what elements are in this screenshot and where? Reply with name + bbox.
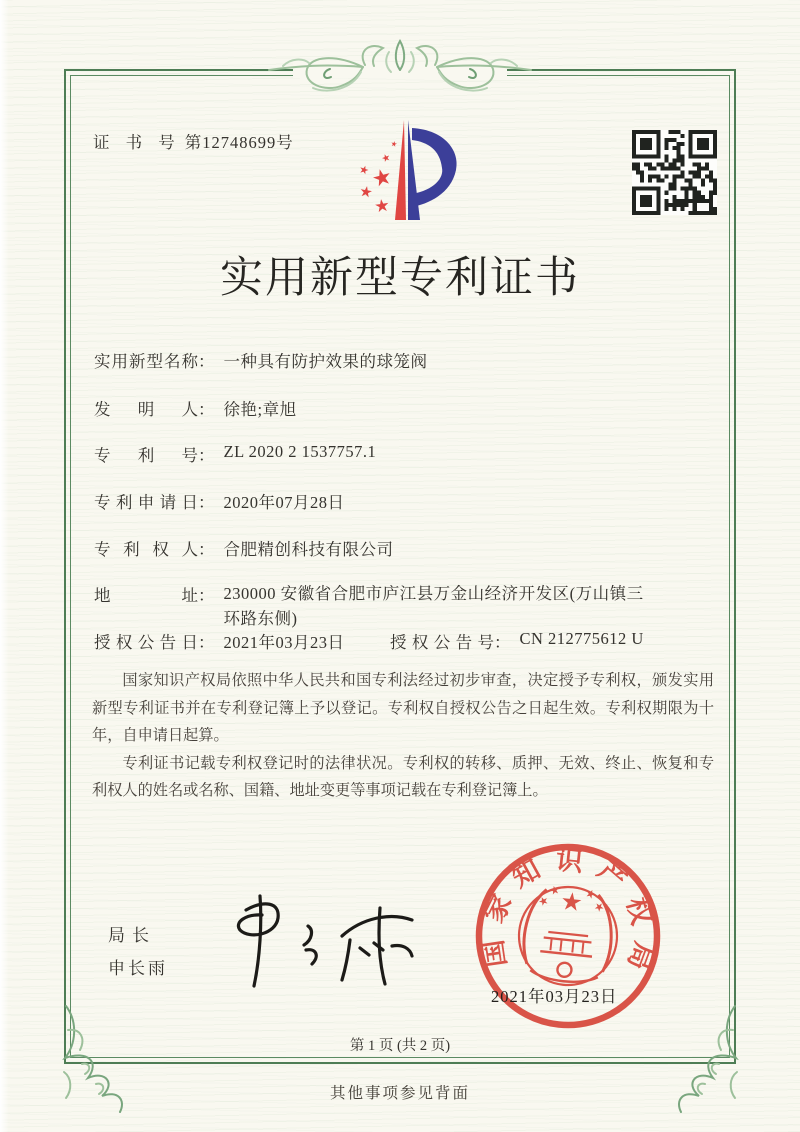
field-filing-date — [94, 489, 345, 513]
field-patentee — [94, 536, 394, 560]
colon: ： — [198, 540, 215, 559]
field-label: 授权公告日 — [94, 633, 198, 652]
field-utility-model-name — [94, 348, 428, 372]
colon: ： — [198, 633, 215, 652]
back-side-note: 其他事项参见背面 — [329, 1085, 470, 1102]
field-label: 地址 — [94, 586, 198, 605]
legal-text — [92, 667, 714, 805]
field-value: ZL 2020 2 1537757.1 — [223, 442, 377, 461]
colon: ： — [198, 493, 215, 512]
colon: ： — [198, 352, 215, 371]
field-inventor — [94, 396, 297, 420]
top-flourish-ornament — [263, 36, 537, 118]
qr-code — [632, 130, 717, 215]
page-number: 第 1 页 (共 2 页) — [349, 1038, 451, 1054]
field-value: 合肥精创科技有限公司 — [223, 540, 394, 559]
legal-paragraph-2: 专利证书记载专利权登记时的法律状况。专利权的转移、质押、无效、终止、恢复和专利权人的姓名或名称、国籍、地址变更等事项记载在专利登记簿上。 — [92, 754, 714, 799]
field-label: 专利号 — [94, 446, 198, 465]
signer-name: 申长雨 — [108, 959, 168, 978]
field-label: 实用新型名称 — [94, 352, 198, 371]
field-address — [94, 582, 694, 631]
field-grant-date — [94, 629, 345, 653]
field-value: 徐艳;章旭 — [223, 400, 297, 419]
colon: ： — [198, 586, 215, 605]
cnipa-logo-icon — [342, 114, 464, 226]
field-value — [224, 582, 694, 631]
official-seal — [458, 826, 678, 1046]
field-value: 2020年07月28日 — [223, 493, 345, 512]
seal-ring-text: 国家知识产权局 — [476, 844, 661, 987]
address-line-1: 230000 安徽省合肥市庐江县万金山经济开发区(万山镇三 — [223, 584, 644, 603]
field-patent-number — [94, 442, 376, 466]
legal-paragraph-1: 国家知识产权局依照中华人民共和国专利法经过初步审查，决定授予专利权，颁发实用新型专利证书并在专利登记簿上予以登记。专利权自授权公告之日起生效。专利权期限为十年，自申请日起算。 — [92, 672, 714, 744]
certificate-number-label: 证 书 号 — [93, 133, 181, 152]
field-label: 发明人 — [94, 400, 198, 419]
field-value: CN 212775612 U — [519, 629, 644, 648]
address-line-2: 环路东侧) — [223, 608, 298, 628]
certificate-number — [93, 129, 294, 153]
field-label: 授权公告号 — [390, 633, 494, 652]
signer-title: 局长 — [108, 926, 156, 945]
scan-edge — [0, 0, 9, 1132]
field-value: 2021年03月23日 — [223, 633, 345, 652]
colon: ： — [494, 633, 511, 652]
field-label: 专利申请日 — [94, 493, 198, 512]
handwritten-signature — [222, 888, 427, 993]
field-value: 一种具有防护效果的球笼阀 — [223, 352, 428, 371]
colon: ： — [198, 400, 215, 419]
certificate-title: 实用新型专利证书 — [220, 255, 580, 302]
field-grant-number — [390, 629, 644, 653]
seal-date: 2021年03月23日 — [491, 987, 618, 1006]
field-label: 专利权人 — [94, 540, 198, 559]
colon: ： — [198, 446, 215, 465]
certificate-number-value: 第12748699号 — [184, 133, 294, 152]
